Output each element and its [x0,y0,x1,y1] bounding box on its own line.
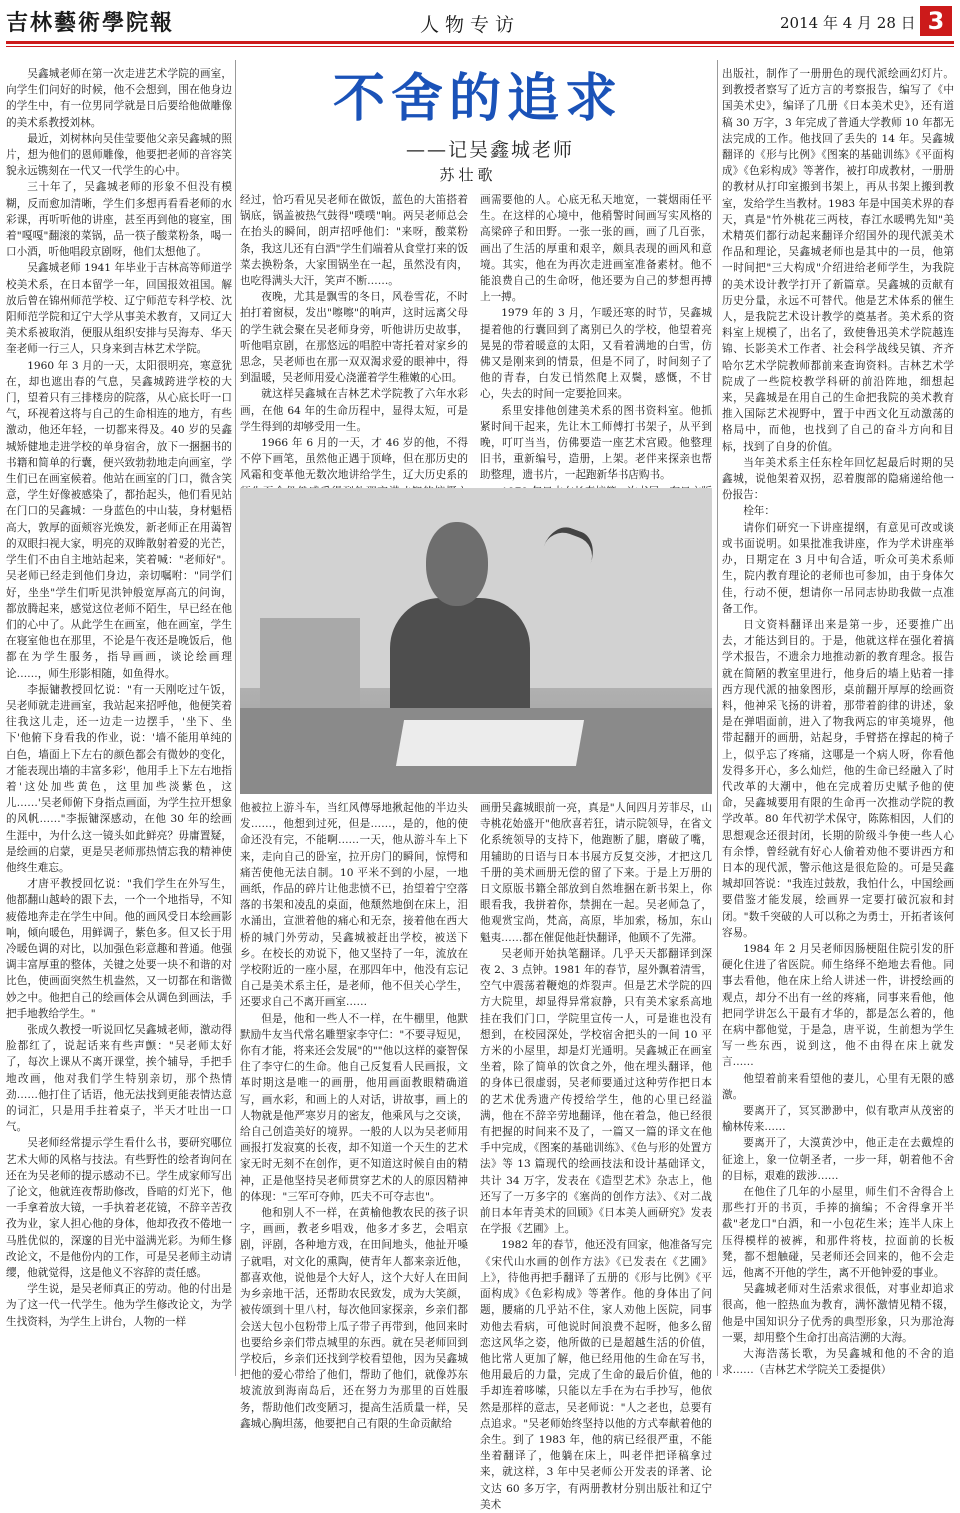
article-column-mid-bottom-2 [480,800,712,1511]
paragraph: 才唐平教授回忆说："我们学生在外写生，他都翻山越岭的跟下去，一个一个地指导，不知疲倦地奔走在学生中间。他的画风受日本绘画影响，倾向暖色，用鲜调子，紫色多。但又长于用冷暖色调的对比，以加强色彩意趣和普通。他强调丰富厚重的整体，关键之处要一块不和谐的对比色，使画面突然生机盎然，又一切都在和谐微妙之中。他把自己的绘画体会从调色到画法，手把手地教给学生。" [6,878,232,1020]
paragraph: 吴鑫城老师在第一次走进艺术学院的画室，向学生们问好的时候，他不会想到，围在他身边的学生中，有一位男同学就是日后要给他做雕像的美术系教授刘林。 [6,68,232,129]
photo-figure-head [426,522,488,606]
paragraph: 夜晚，尤其是飘雪的冬日，风卷雪花，不时拍打着窗棂，发出"嚓嚓"的响声，这时远离父母的学生就会聚在吴老师身旁，听他讲历史故事，听他唱京剧，在那悠远的唱腔中寄托着对家乡的思念，吴老师也在那一双双渴求爱的眼神中，得到温暖，吴老师用爱心浇灌着学生稚嫩的心田。 [240,291,468,385]
paragraph: 画需要他的人。心底无私天地宽，一蓑烟雨任平生。在这样的心境中，他稍警时间画写实风格的高梁碎子和田野。一张一张的画，画了几百张，画出了生活的厚重和艰辛，颇具表现的画风和意境。其实，他在为再次走进画室准备素材。他不能浪费自己的生命呀，他还要为自己的梦想再搏上一搏。 [480,194,712,304]
article-column-left [6,66,232,1376]
paragraph: 最近，刘树林向吴佳莹要他父亲吴鑫城的照片，想为他们的恩师雕像，他要把老师的音容笑貌永远镌刻在一代又一代学生的心中。 [6,132,232,178]
paragraph: 出版社，制作了一册册色的现代派绘画幻灯片。到教授者察写了近方言的考察报告，编写了《中国美术史》，编译了几册《日本美术史》，还有道稿 30 万字，3 年完成了普通大学教师 10 年都无法完成的工作。他找回了丢失的 14 年。吴鑫城翻译的《形与比例》《图案的基础训练》《平面构成》《色彩构成》等著作，被打印成教材，一册册的教材从打印室搬到书架上，再从书架上搬到教室，发给学生当教材。1983 年是中国美术界的春天，真是"竹外桃花三两枝，春江水暖鸭先知"美术精英们都行动起来翻译介绍国外的现代派美术作品和理论，吴鑫城老师也是其中的一员，他第一时间把"三大构成"介绍进给老师学生，为我院的美术设计教学打开了新篇章。吴鑫城的贡献有历史分量，永远不可替代。他是艺术体系的催生人，是我院艺术设计教学的奠基者。美术系的资料室上规模了，出名了，致使鲁迅美术学院越连锦、长影美术工作者、社会科学战线吴镇、齐齐哈尔艺术学院教师都前来查询资料。吉林艺术学院成了一些院校教学科研的前沿阵地，细想起来，吴鑫城是在用自己的生命把我院的美术教育推入国际艺术视野中，置于中西文化互动激荡的格局中，而他，也找到了自己的奋斗方向和目标，找到了自身的价值。 [722,68,954,453]
paragraph: 吴鑫城老师 1941 年毕业于吉林高等师道学校美术系，在日本留学一年，回国报效祖国。解放后曾在锦州师范学校、辽宁师范专科学校、沈阳师范学院和辽宁大学从事美术教育，又同辽大美术系被取消，便服从组织安排与吴海寿、华天奎老师一行三人，只身来到吉林艺术学院。 [6,262,232,356]
paragraph: 经过，恰巧看见吴老师在做饭，蓝色的大笛搭着锅底，锅盖被热气鼓得"噗噗"响。两吴老师总会在抬头的瞬间，朗声招呼他们："来呀，酸菜粉条，我这儿还有白酒"学生们端着从食堂打来的饭菜去换粉条，大家围锅坐在一起，虽然没有肉，也吃得满头大汗，笑声不断……。 [240,194,468,288]
article-subtitle: ——记吴鑫城老师 [405,139,574,161]
section-title: 人物专访 [420,14,521,36]
issue-date: 2014 年 4 月 28 日 [780,14,916,32]
newspaper-title: 吉林藝術學院報 [6,10,175,36]
paragraph: 系里安排他创建美术系的图书资料室。他抓紧时间干起来，先让木工师傅打书架子，从平到晚，叮叮当当，仿佛要造一座艺术宫殿。他整理旧书，重新编号，造册，上架。老伴来探亲也帮助整理，遗书片，一起跑新华书店购书。 [480,404,712,482]
portrait-photo [240,488,712,794]
article-column-mid-top-2 [480,192,712,484]
article-column-mid-bottom-1 [240,800,468,1430]
column-divider [235,60,236,1376]
paragraph: 请你们研究一下讲座提纲，有意见可改或谈或书面说明。如果批准我讲座，作为学术讲座举办，日期定在 3 月中旬合适，听众可美术系师生，院内教育理论的老师也可参加，由于身体欠佳，行动不便，想请你一吊同志协助我做一点准备工作。 [722,521,954,615]
paragraph: 他被拉上游斗车，当红风傳辱地揪起他的半边头发……，他想到过死，但是……，是的，他的使命还没有完，不能啊……一天，他从游斗车上下来，走向自己的卧室，拉开房门的瞬间，惊愕和痛苦使他无法自制。10 平米不到的小屋，一地画纸，作品的碎片让他悲愤不已，抬望着宁空落落的书架和凌乱的桌面，他颓然地倒在床上，泪水涌出，宣泄着他的痛心和无奈，接着他在西大桥的城门外劳动，吴鑫城被赶出学校，被送下乡。在校长的劝说下，他又坚持了一年，流放在学校附近的一座小屋，在那四年中，他没有忘记自己是美术系主任，是老师，他不但关心学生，还要求自己不离开画室…… [240,802,468,1009]
masthead-rule [6,41,954,47]
paragraph: 学生说，是吴老师真正的劳动。他的付出是为了这一代一代学生。他为学生修改论文，为学生找资料，为学生上讲台，人物的一样 [6,1283,232,1328]
article-headline: 不舍的追求 [332,68,623,129]
paragraph: 就这样吴鑫城在吉林艺术学院教了六年水彩画，在他 64 年的生命历程中，显得太短，可是学生得到的却够受用一生。 [240,388,468,433]
article-byline: 苏壮歌 [439,166,497,184]
paragraph: 1984 年 2 月吴老师因肠梗阻住院引发的肝硬化住进了省医院。师生络绎不绝地去看他。同事去看他，他在床上给人讲述一件，讲授绘画的观点，却分不出有一丝的疼痛，同事来看他，他把同学讲怎么干最有才华的，都是怎么着的，他在病中都他觉，于是急，唐平说，生前想为学生写一些东西，说到这，他不由得在床上就发言…… [722,942,954,1069]
paragraph: 他和别人不一样，在黄榆他教农民的孩子识字，画画，教老乡唱戏，他多才多艺，会唱京剧，评剧，各种地方戏，在田间地头，他扯开嗓子就唱，对文化的熏陶，使青年人都来亲近他，都喜欢他，说他是个大好人，这个大好人在田间为乡亲地干活，还帮助农民致发，成为大笑颜，被传颂到十里八村，每次他回家探亲，乡亲们都会送大包小包粉带上瓜子带子再带到，他回来时也要给乡亲们带点城里的东西。就在吴老师回到学校后，乡亲们还找到学校看望他，因为吴鑫城把他的爱心带给了他们，帮助了他们，就像苏东坡流放到海南岛后，还在努力为那里的百姓服务，帮助他们改变陋习，提高生活质量一样，吴鑫城心胸坦荡，他要把自己有限的生命贡献给 [240,1207,468,1430]
paragraph: 他望着前来看望他的妻儿，心里有无限的感激。 [722,1072,954,1101]
paragraph: 张成久教授一听说回忆吴鑫城老师，激动得脸都红了，说起话来有些声颤："吴老师太好了，每次上课从不离开课堂，挨个辅导，手把手地改画，他对我们学生特别亲切，那个热情劲……他打住了话语，他无法找到更能表情达意的词汇，只是用手拄着桌子，半天才吐出一口气。 [6,1023,232,1134]
paragraph: 吴老师开始执笔翻译。几乎天天都翻译到深夜 2、3 点钟。1981 年的春节，屋外飘着清雪，空气中震荡着鞭炮的炸裂声。但是艺术学院的四方大院里，却显得异常寂静，只有美术家系高地挂在我们门口，学院里宣传一人，可是谁也没有想到，在校园深处，学校宿舍把头的一间 10 平方米的小屋里，却是灯光通明。吴鑫城正在画室坐着，除了简单的饮食之外，他在埋头翻译，他的身体已很虚弱，吴老师要通过这种劳作把日本的艺术优秀遗产传授给学生，他的心里已经溢满，他在不辞辛劳地翻译，他在着急，他已经很有把握的时间来不及了，一篇又一篇的译文在他手中完成，《图案的基础训练》、《色与形的处置方法》等 13 篇现代的绘画技法和设计基础译文，共计 34 万字，发表在《造型艺术》杂志上，他还写了一万多字的《塞尚的创作方法》、《对二战前日本年青美术的回顾》《日本美人画研究》发表在学报《艺圃》上。 [480,947,712,1236]
paragraph: 1966 年 6 月的一天，才 46 岁的他，不得不停下画笔，虽然他正遇于顶峰，但在那历史的风霜和变革他无数次地讲给学生，辽大历史系的 [240,437,468,482]
paragraph: 1960 年 3 月的一天，太阳很明亮，寒意犹在，却也遮出春的气息，吴鑫城跨进学校的大门，望着只有三排楼房的院落，从心底长吁一口气，环视着这将与自己的生命相连的地方，有些激动，他还年轻，一切都来得及。40 岁的吴鑫城矫健地走进学校的单身宿舍，放下一捆捆书的书籍和简单的行囊，便兴致勃勃地走向画室，学生们已在画室候着。他站在画室的门口，微含笑意，学生好像被感染了，都抬起头，他们看见站在门口的吴鑫城：一身蓝色的中山装，身材魁梧高大，敦厚的面颊容光焕发，新老师正在用蔼智的双眼扫视大家，明亮的双眸散射着爱的光芒，学生们不由自主地站起来，笑着喊："老师好"。吴老师已经走到他们身边，亲切嘱咐："同学们好，坐坐"学生们听见洪钟般宽厚高亢的问询，都放腾起来，感觉这位老师不陌生，早已经在他们的心中了。从此学生在画室，他在画室，学生在寝室他也在那里，不论是午夜还是晚饭后，他都在为学生服务，指导画画，谈论绘画理论……，师生形影相随，如鱼得水。 [6,359,232,680]
paragraph: 在他住了几年的小屋里，师生们不舍得合上那些打开的书页，手捧的摘编；不舍得拿开半截"老龙口"白酒，和一小包花生米；连半人床上压得模样的被裤，和那件将枝，拉面前的长板凳，都不想触碰，吴老师还会回来的，他不会走远，他离不开他的学生，离不开他钟爱的事业。 [722,1186,954,1280]
paragraph: 李振镛教授回忆说："有一天刚吃过午饭，吴老师就走进画室，我站起来招呼他，他便笑着往我这儿走，还一边走一边摆手，'坐下、坐下'他俯下身看我的作业，说：'墙不能用单纯的白色，墙面上下左右的颜色都会有微妙的变化，才能表现出墙的丰富多彩'，他用手上下左右地指着'这处加些黄色，这里加些淡紫色，这儿……'吴老师俯下身指点画面，为学生拉开想象的风帆……"李振镛深感动，在他 30 年的绘画生涯中，为什么这一镜头如此鲜亮？毋庸置疑，是绘画的启蒙，更是吴老师那热情忘我的精神使他终生难忘。 [6,683,232,874]
paragraph: 但是，他和一些人不一样，在牛棚里，他默默励牛友当代常名雕塑家李守仁："不要寻短见，你有才能，将来还会发展"的""他以这样的豪智保住了李守仁的生命。他自己反复看人民画报，文革时期这是唯一的画册，他用画面教眼精确道写，画水彩，和画上的人对话，讲故事，画上的人物就是他严寒岁月的密友，他乘风与之交谈，给自己创造美好的境界。一般的人以为吴老师用画报打发寂寞的长夜，却不知道一个天生的艺术家无时无刻不在创作，更不知道这时候自由的精神，正是他坚持吴老师贯穿艺术的人的原因精神的体现："三军可夺帅，匹夫不可夺志也"。 [240,1012,468,1203]
paragraph: 大海浩荡长歌，为吴鑫城和他的不舍的追求……（吉林艺术学院关工委提供） [722,1348,954,1377]
paragraph: 吴鑫城老师对生活索求很低，对事业却追求很高，他一腔热血为教育，满怀激情见精不辍，他是中国知识分子优秀的典型形象，只为那沧海一粟，却用整个生命打出高洁溯的大海。 [722,1283,954,1344]
masthead [0,0,960,40]
article-column-right [722,66,954,1376]
paragraph: 栓年： [743,505,775,518]
paragraph: 画册吴鑫城眼前一亮，真是"人间四月芳菲尽，山寺桃花始盛开"他欣喜若狂，请示院领导，在省文化系统领导的支持下，他跑断了腿，磨破了嘴，用辅助的日语与日本书展方反复交涉，才把这几千册的美术画册无偿的留了下来。于是上万册的日文原版书籍全部放到自然堆捆在新书架上，你眼看我，我拼着你，禁拥在一起。吴老师急了，他观赏宝尚，梵高，高原，毕加索，杨加，东山魁夷……都在催促他赶快翻译，他顾不了先滞。 [480,802,712,944]
paragraph: 要离开了，冥冥渺渺中，似有歌声从茂密的榆林传来…… [722,1105,954,1134]
paragraph: 吴老师经常提示学生看什么书，要研究哪位艺术大师的风格与技法。有些野性的绘者询问在还在为吴老师的提示感动不已。学生成家师写出了论文，他就连夜帮助修改，昏暗的灯光下，他一手拿着放大镜，一手执着老花镜，不辞辛苦孜孜为业，家人担心他的身体，他却孜孜不倦地一马胜优似的，深邃的目光中溢满光彩。为师生修改论文，不是他份内的工作，可是吴老师主动请缨，他就觉得，这是他义不容辞的责任感。 [6,1137,232,1280]
paragraph: 三十年了，吴鑫城老师的形象不但没有模糊，反而愈加清晰，学生们多想再看看老师的水彩课，再听听他的讲座，甚至再到他的寝室，围着"嘎嘎"翻滚的菜锅，品一筷子酸菜粉条，喝一口小酒，听他唱段京剧呀，他们太想他了。 [6,181,232,259]
paragraph: 当年美术系主任东栓年回忆起最后时期的吴鑫城，说他架着双拐，忍着腹部的隐痛递给他一份报告： [722,456,954,502]
page-number: 3 [920,6,952,36]
photo-shelf [260,618,360,708]
photo-open-book [396,720,584,766]
paragraph: 1982 年的春节，他还没有回家，他准备写完《宋代山水画的创作方法》《已发表在《艺圃》上》，待他再把手翻译了五册的《形与比例》《平面构成》《色彩构成》等著作。他的身体出了问题，腰痛的几乎站不住，家人劝他上医院，同事劝他去看病，可他说时间浪费不起呀，他多么留恋这风华之姿，他所做的已是超越生活的价值，他比常人更加了解，他已经用他的生命在写书，他用最后的力量，完成了生命的最后价值，他的手却连着哆嗦，只能以左手在为右手抄写，他依然是那样的意志，吴老师说："人之老也，总要有点追求。"吴老师始终坚持以他的方式奉献着他的余生。到了 1983 年，他的病已经很严重，不能坐着翻译了，他躺在床上，叫老伴把译稿拿过来，就这样，3 年中吴老师公开发表的译著、论文达 60 多万字，有两册教材分别出版社和辽宁美术 [480,1239,712,1511]
paragraph: 日文资料翻译出来是第一步，还要推广出去，才能达到目的。于是，他就这样在强化着搞学术报告，不遗余力地推动新的教育理念。报告就在简陋的教室里进行，他身后的墙上贴着一排西方现代派的抽象图形，桌前翻开厚厚的绘画资料，他神采飞扬的讲着，那带着韵律的讲述，象是在弹唱面前，进入了物我两忘的审美境界，他带起翻开的画册，站起身，手臂搭在撑起的椅子上，似乎忘了疼痛，这哪是一个病人呀，你看他发得多开心，多么灿烂，他的生命已经融入了时代改革的大潮中，他在完成着历史赋予他的使命，吴鑫城要用有限的生命再一次推动学院的教学改革。80 年代初学术保守，陈陈相因，人们的思想观念还很封闭，长期的阶级斗争使一些人心有余悸，曾经就有好心人偷着劝他不要讲西方和日本的现代派，警示他这是很危险的。可是吴鑫城却回答说："我连过鼓敖，我怕什么，中国绘画要借鉴才能发展，绘画界一定要打破沉寂和封闭。"数千突破的人可以称之为勇士，开拓者该何容易。 [722,618,954,939]
paragraph: 要离开了，大漠黄沙中，他正走在去戴煌的征途上，象一位朝圣者，一步一拜，朝着他不舍的目标，艰难的跋涉…… [722,1137,954,1182]
column-divider [717,60,718,1376]
paragraph: 1979 年的 3 月，乍暖还寒的时节，吴鑫城提着他的行囊回到了离别已久的学校，他望着亮晃晃的带着暖意的太阳，又看着满地的白雪，仿佛又是刚来到的情景，但是不同了，时间刻子了他的青春，白发已悄然爬上双鬓，感慨，不甘心，失去的时间一定要抢回来。 [480,307,712,401]
article-column-mid-top-1 [240,192,468,484]
